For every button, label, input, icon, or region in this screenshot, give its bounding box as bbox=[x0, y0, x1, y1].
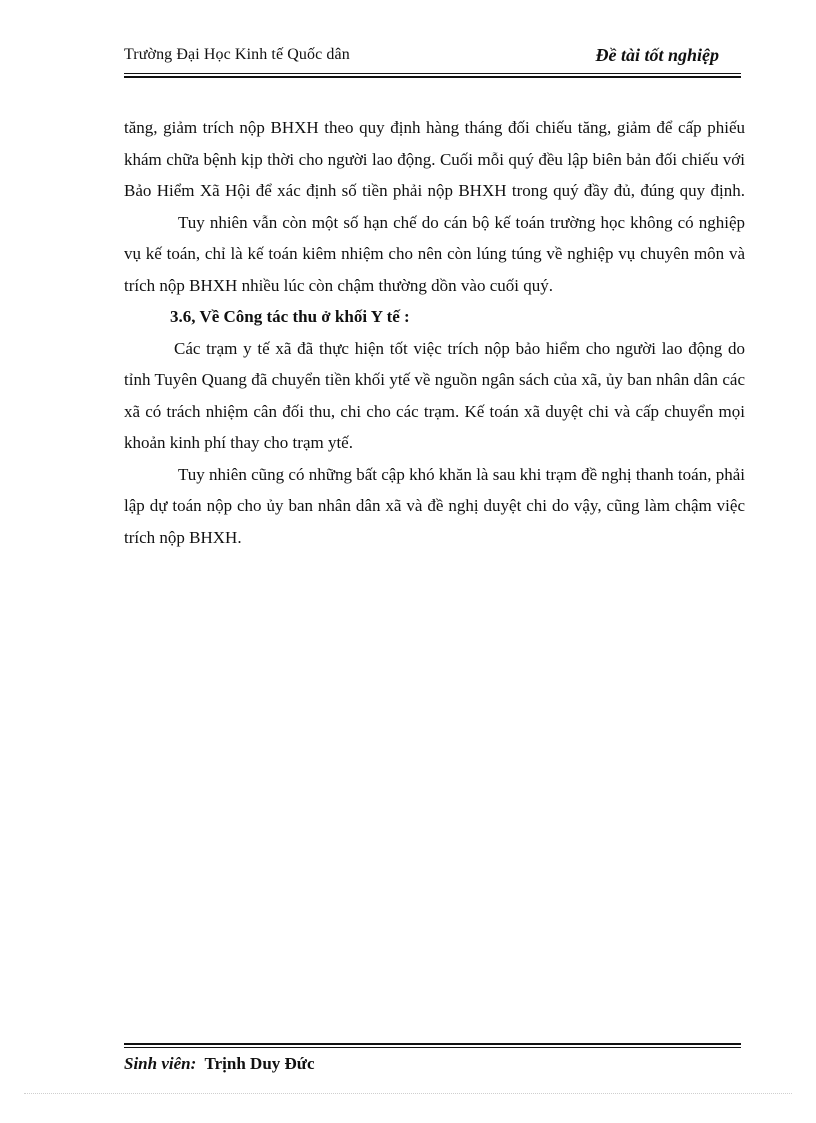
page-header bbox=[124, 44, 741, 68]
document-body bbox=[124, 112, 745, 553]
footer-rule-top bbox=[124, 1043, 741, 1045]
student-name: Trịnh Duy Đức bbox=[204, 1054, 315, 1073]
footer-rule-bottom bbox=[124, 1047, 741, 1048]
school-name: Trường Đại Học Kinh tế Quốc dân bbox=[124, 46, 350, 63]
header-rule-top bbox=[124, 73, 741, 74]
paragraph: Tuy nhiên vẫn còn một số hạn chế do cán bộ kế toán trường học không có nghiệp vụ kế toán, chỉ là kế toán kiêm nhiệm cho nên còn lúng túng về nghiệp vụ chuyên môn và trích nộp BHXH nhiều lúc còn chậm thường dồn vào cuối quý. bbox=[124, 212, 745, 295]
paragraph: Các trạm y tế xã đã thực hiện tốt việc trích nộp bảo hiểm cho người lao động do tỉnh Tuyên Quang đã chuyển tiền khối ytế về nguồn ngân sách của xã, ủy ban nhân dân các xã có trách nhiệm cân đối thu, chi cho các trạm. Kế toán xã duyệt chi và cấp chuyển mọi khoản kinh phí thay cho trạm ytế. bbox=[124, 338, 745, 452]
paragraph: Tuy nhiên cũng có những bất cập khó khăn là sau khi trạm đề nghị thanh toán, phải lập dự toán nộp cho ủy ban nhân dân xã và đề nghị duyệt chi do vậy, cũng làm chậm việc trích nộp BHXH. bbox=[124, 464, 745, 547]
page-edge-divider bbox=[24, 1093, 792, 1094]
section-heading: 3.6, Về Công tác thu ở khối Y tế : bbox=[170, 307, 410, 326]
document-type: Đề tài tốt nghiệp bbox=[595, 45, 719, 65]
header-rule-bottom bbox=[124, 76, 741, 78]
page-footer bbox=[124, 1054, 315, 1074]
paragraph: tăng, giảm trích nộp BHXH theo quy định hàng tháng đối chiếu tăng, giảm để cấp phiếu khám chữa bệnh kịp thời cho người lao động. Cuối mỗi quý đều lập biên bản đối chiếu với Bảo Hiểm Xã Hội để xác định số tiền phải nộp BHXH trong quý đầy đủ, đúng quy định. bbox=[124, 118, 745, 200]
student-label: Sinh viên: bbox=[124, 1054, 197, 1073]
